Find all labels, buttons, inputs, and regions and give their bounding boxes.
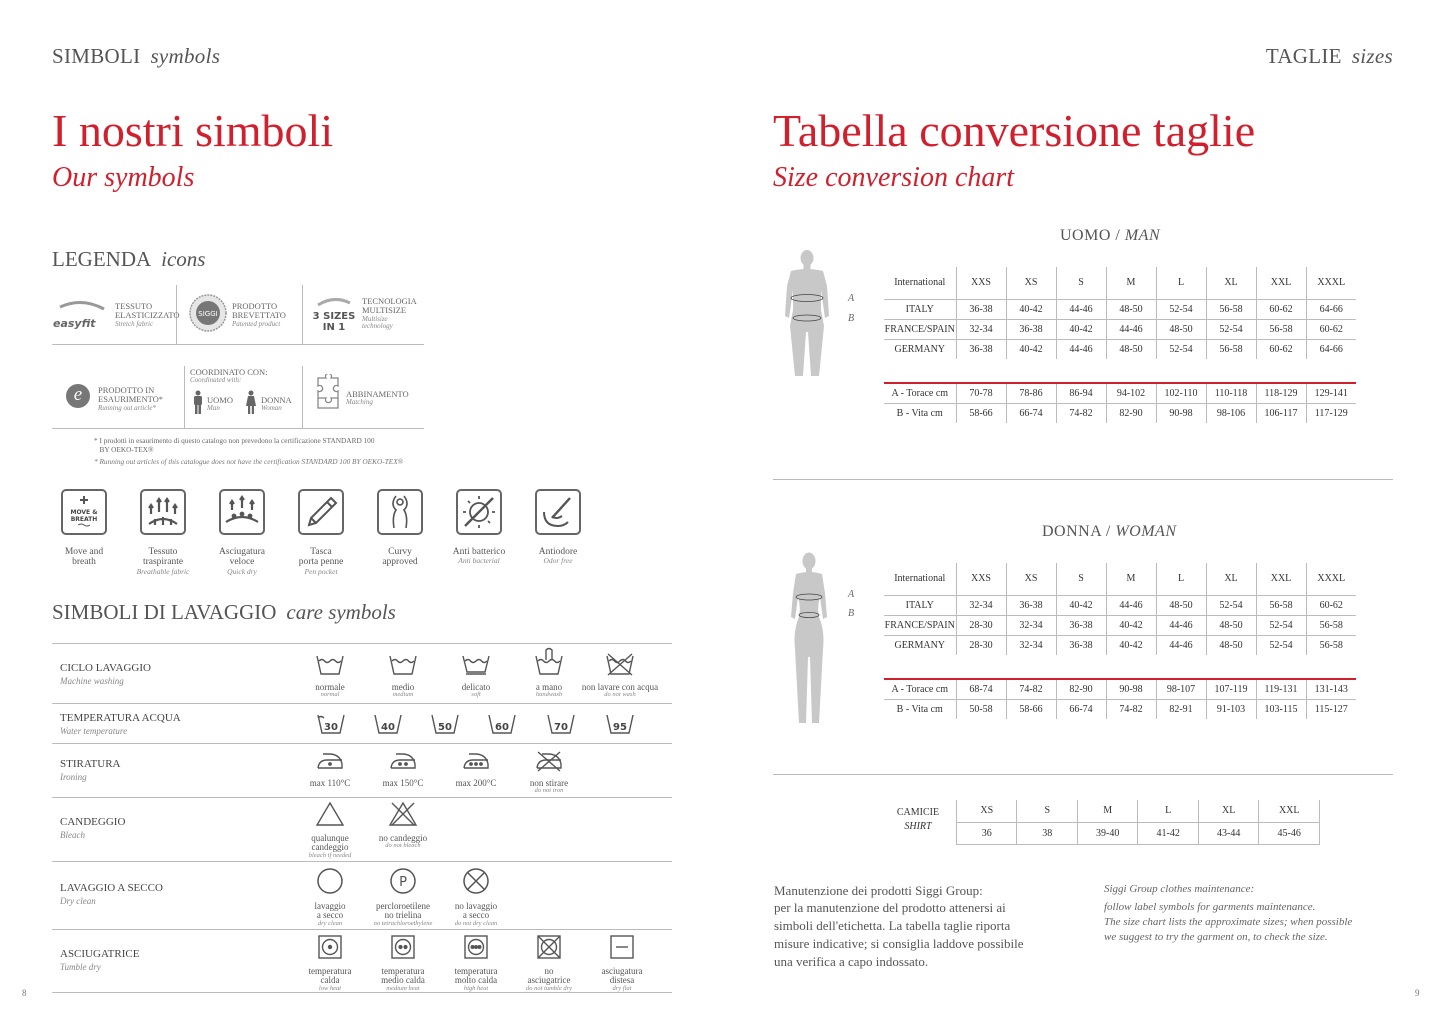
- easyfit-icon: [52, 295, 112, 333]
- temp-70-icon: [546, 713, 576, 740]
- man-row-italy: ITALY 36-38 40-42 44-46 48-50 52-54 56-58 60-62 64-66: [884, 299, 1356, 319]
- wash-delicate-icon: delicato soft: [436, 652, 516, 699]
- tumble-medium-icon: temperatura medio calda medium heat: [363, 934, 443, 993]
- patent-label: PRODOTTO BREVETTATO Patented product: [232, 301, 286, 328]
- antibacterial-icon: [456, 489, 502, 535]
- care-heading: [52, 600, 396, 625]
- legend-heading-main: LEGENDA: [52, 247, 152, 271]
- woman-heading: DONNA / WOMAN: [1042, 523, 1177, 540]
- legend-heading-italic: icons: [161, 247, 206, 271]
- temp-30-icon: [316, 713, 346, 740]
- care-row-temperature: [52, 703, 672, 743]
- svg-text:IN 1: IN 1: [322, 322, 346, 333]
- maintenance-text: per la manutenzione del prodotto attenersi ai simboli dell'etichetta. La tabella taglie riporta misure indicative; si consiglia laddove possibile una verifica a capo indossato.: [774, 900, 1024, 969]
- legend-note-it: * I prodotti in esaurimento di questo catalogo non prevedono la certificazione STANDARD 100 BY OEKO-TEX®: [94, 436, 375, 455]
- feature-label-0: Move and breath: [64, 547, 104, 568]
- svg-text:3 SIZES: 3 SIZES: [312, 311, 356, 322]
- svg-text:BREATH: BREATH: [70, 516, 98, 523]
- coordinated-title: COORDINATO CON: Coordinated with:: [190, 367, 268, 385]
- svg-text:MOVE &: MOVE &: [70, 509, 98, 516]
- svg-text:easyfit: easyfit: [53, 317, 96, 330]
- svg-text:50: 50: [438, 722, 452, 733]
- feature-label-4: Curvy approved: [382, 547, 418, 568]
- right-page-subtitle: Size conversion chart: [773, 162, 1015, 193]
- no-dry-clean-icon: no lavaggio a secco do not dry clean: [436, 867, 516, 928]
- iron-200-icon: max 200°C: [436, 750, 516, 788]
- man-marker-b: B: [848, 313, 855, 324]
- tumble-low-icon: temperatura calda low heat: [290, 934, 370, 993]
- left-page-title: I nostri simboli: [52, 105, 334, 156]
- woman-row-germany: GERMANY 28-30 32-34 36-38 40-42 44-46 48-50 52-54 56-58: [884, 635, 1356, 655]
- svg-text:60: 60: [495, 722, 509, 733]
- man-row-chest: A - Torace cm 70-78 78-86 86-94 94-102 102-110 110-118 118-129 129-141: [884, 383, 1356, 403]
- matching-label: ABBINAMENTO Matching: [346, 389, 409, 407]
- no-tumble-icon: no asciugatrice do not tumble dry: [509, 934, 589, 993]
- svg-text:70: 70: [554, 722, 568, 733]
- woman-figure-icon: [245, 390, 257, 414]
- running-out-icon: e: [66, 384, 90, 408]
- no-bleach-icon: no candeggio do not bleach: [363, 801, 443, 850]
- shirt-size-row: XS S M L XL XXL: [957, 800, 1320, 822]
- temp-40-icon: [373, 713, 403, 740]
- man-row-waist: B - Vita cm 58-66 66-74 74-82 82-90 90-98 98-106 106-117 117-129: [884, 403, 1356, 423]
- care-name-temperature: TEMPERATURA ACQUA Water temperature: [60, 712, 181, 736]
- legend-heading: [52, 247, 205, 272]
- feature-label-5: Anti batterico Anti bacterial: [452, 547, 506, 566]
- legend-note-en: * Running out articles of this catalogue does not have the certification STANDARD 100 BY OEKO-TEX®: [94, 457, 404, 466]
- man-international-label: International: [884, 267, 956, 299]
- right-page-title: Tabella conversione taglie: [773, 105, 1256, 156]
- care-row-tumble: [52, 929, 672, 993]
- curvy-icon: [377, 489, 423, 535]
- feature-label-3: Tasca porta penne Pen pocket: [298, 547, 344, 576]
- iron-110-icon: max 110°C: [290, 750, 370, 788]
- care-row-dry-clean: [52, 861, 672, 929]
- woman-row-chest: A - Torace cm 68-74 74-82 82-90 90-98 98-107 107-119 119-131 131-143: [884, 679, 1356, 699]
- man-body-figure: [779, 248, 835, 380]
- feature-label-6: Antiodore Odor free: [538, 547, 578, 566]
- woman-marker-b: B: [848, 608, 855, 619]
- temp-60-icon: [487, 713, 517, 740]
- left-header-main: SIMBOLI: [52, 44, 141, 68]
- tumble-high-icon: temperatura molto calda high heat: [436, 934, 516, 993]
- running-out-label: PRODOTTO IN ESAURIMENTO* Running out article*: [98, 385, 164, 412]
- wash-medium-icon: medio medium: [363, 652, 443, 699]
- woman-size-table: [884, 563, 1356, 719]
- woman-row-waist: B - Vita cm 50-58 58-66 66-74 74-82 82-91 91-103 103-115 115-127: [884, 699, 1356, 719]
- maintenance-title-en: Siggi Group clothes maintenance:: [1104, 883, 1255, 895]
- no-wash-icon: non lavare con acqua do not wash: [580, 652, 660, 699]
- care-name-tumble: ASCIUGATRICE Tumble dry: [60, 948, 140, 972]
- feature-label-1: Tessuto traspirante Breathable fabric: [136, 547, 190, 576]
- woman-size-header-row: International XXS XS S M L XL XXL XXXL: [884, 563, 1356, 595]
- hand-wash-icon: a mano handwash: [509, 646, 589, 699]
- svg-text:95: 95: [613, 722, 627, 733]
- move-breath-icon: [61, 489, 107, 535]
- woman-body-figure: [783, 551, 835, 727]
- care-heading-italic: care symbols: [286, 600, 396, 624]
- man-figure-icon: [192, 390, 204, 414]
- page-number-right: 9: [1415, 988, 1420, 998]
- no-iron-icon: non stirare do not iron: [509, 750, 589, 795]
- maintenance-title: Manutenzione dei prodotti Siggi Group:: [774, 883, 983, 898]
- pen-pocket-icon: [298, 489, 344, 535]
- svg-text:P: P: [399, 875, 407, 890]
- quick-dry-icon: [219, 489, 265, 535]
- shirt-value-row: 36 38 39-40 41-42 43-44 45-46: [957, 822, 1320, 844]
- man-row-france: FRANCE/SPAIN 32-34 36-38 40-42 44-46 48-50 52-54 56-58 60-62: [884, 319, 1356, 339]
- man-size-table: [884, 267, 1356, 423]
- multisize-label: TECNOLOGIA MULTISIZE Multisize technology: [362, 296, 417, 331]
- iron-150-icon: max 150°C: [363, 750, 443, 788]
- care-name-washing: CICLO LAVAGGIO Machine washing: [60, 662, 151, 686]
- care-row-bleach: [52, 797, 672, 861]
- svg-text:30: 30: [324, 722, 338, 733]
- right-header-italic: sizes: [1351, 44, 1393, 68]
- easyfit-label: TESSUTO ELASTICIZZATO Stretch fabric: [115, 301, 180, 328]
- dry-clean-p-icon: P percloroetilene no trielina no tetrachloroethylene: [363, 867, 443, 928]
- right-header-main: TAGLIE: [1265, 44, 1342, 68]
- man-marker-a: A: [848, 293, 855, 304]
- woman-row-france: FRANCE/SPAIN 28-30 32-34 36-38 40-42 44-46 48-50 52-54 56-58: [884, 615, 1356, 635]
- man-section-divider: [773, 479, 1393, 480]
- odor-free-icon: [535, 489, 581, 535]
- woman-row-italy: ITALY 32-34 36-38 40-42 44-46 48-50 52-54 56-58 60-62: [884, 595, 1356, 615]
- man-heading: UOMO / MAN: [1060, 227, 1161, 244]
- temp-95-icon: [605, 713, 635, 740]
- legend-row-2: [52, 366, 424, 429]
- woman-marker-a: A: [848, 589, 855, 600]
- wash-normal-icon: normale normal: [290, 652, 370, 699]
- woman-section-divider: [773, 774, 1393, 775]
- care-name-dry-clean: LAVAGGIO A SECCO Dry clean: [60, 882, 163, 906]
- breathable-fabric-icon: [140, 489, 186, 535]
- bleach-icon: qualunque candeggio bleach if needed: [290, 801, 370, 860]
- dry-flat-icon: asciugatura distesa dry flat: [582, 934, 662, 993]
- left-page-subtitle: Our symbols: [52, 162, 195, 193]
- svg-text:SIGGI: SIGGI: [198, 310, 218, 318]
- shirt-label: CAMICIE SHIRT: [896, 807, 940, 832]
- left-header-italic: symbols: [150, 44, 221, 68]
- care-heading-main: SIMBOLI DI LAVAGGIO: [52, 600, 277, 624]
- right-header: [1266, 44, 1393, 69]
- coord-woman-label: DONNA Woman: [261, 395, 292, 413]
- legend-row-1: [52, 285, 424, 345]
- care-name-ironing: STIRATURA Ironing: [60, 758, 121, 782]
- man-size-header-row: International XXS XS S M L XL XXL XXXL: [884, 267, 1356, 299]
- man-row-germany: GERMANY 36-38 40-42 44-46 48-50 52-54 56-58 60-62 64-66: [884, 339, 1356, 359]
- temp-50-icon: [430, 713, 460, 740]
- svg-text:40: 40: [381, 722, 395, 733]
- feature-label-2: Asciugatura veloce Quick dry: [219, 547, 265, 576]
- left-header: [52, 44, 220, 69]
- dry-clean-icon: lavaggio a secco dry clean: [290, 867, 370, 928]
- care-row-ironing: [52, 743, 672, 797]
- care-name-bleach: CANDEGGIO Bleach: [60, 816, 126, 840]
- multisize-icon: [310, 295, 358, 335]
- matching-puzzle-icon: [314, 374, 342, 410]
- patent-seal-icon: [188, 293, 228, 333]
- shirt-size-table: [956, 800, 1320, 845]
- care-row-washing: [52, 643, 672, 703]
- woman-international-label: International: [884, 563, 956, 595]
- page-number-left: 8: [22, 988, 27, 998]
- maintenance-text-en: follow label symbols for garments maintenance. The size chart lists the approximate sizes; when possible we suggest to try the garment on, to check the size.: [1104, 901, 1353, 943]
- coord-man-label: UOMO Man: [207, 395, 233, 413]
